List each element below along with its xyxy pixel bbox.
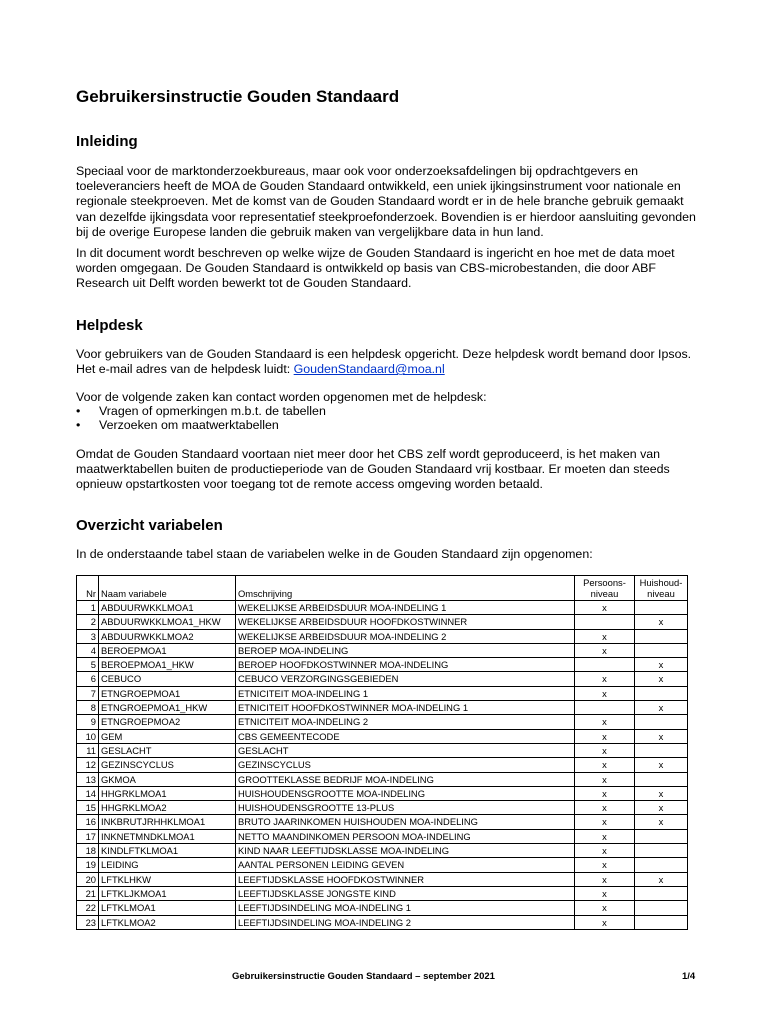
cell-nr: 4 [77,643,99,657]
cell-nr: 1 [77,601,99,615]
cell-huishoudniveau: x [635,701,688,715]
footer-page-number: 1/4 [682,971,696,982]
table-row [77,758,688,772]
cell-persoonsniveau: x [575,786,635,800]
cell-persoonsniveau: x [575,643,635,657]
cell-naam-variabele: KINDLFTKLMOA1 [99,844,236,858]
helpdesk-paragraph-1-text: Voor gebruikers van de Gouden Standaard is een helpdesk opgericht. Deze helpdesk wordt bemand door Ipsos. Het e-mail adres van de helpdesk luidt: [76,347,692,377]
cell-huishoudniveau [635,858,688,872]
cell-omschrijving: HUISHOUDENSGROOTTE 13-PLUS [236,801,575,815]
header-persoons-line2: niveau [590,588,619,599]
cell-nr: 7 [77,686,99,700]
cell-omschrijving: WEKELIJKSE ARBEIDSDUUR MOA-INDELING 1 [236,601,575,615]
cell-naam-variabele: GEM [99,729,236,743]
cell-nr: 11 [77,743,99,757]
cell-nr: 17 [77,829,99,843]
cell-persoonsniveau: x [575,858,635,872]
cell-nr: 8 [77,701,99,715]
cell-huishoudniveau: x [635,672,688,686]
helpdesk-email-link[interactable]: GoudenStandaard@moa.nl [293,362,445,377]
header-nr: Nr [77,576,99,601]
cell-omschrijving: GEZINSCYCLUS [236,758,575,772]
header-huishoud-line1: Huishoud- [639,577,683,588]
table-row [77,858,688,872]
cell-omschrijving: CBS GEMEENTECODE [236,729,575,743]
cell-nr: 5 [77,658,99,672]
cell-nr: 3 [77,629,99,643]
cell-huishoudniveau: x [635,729,688,743]
cell-huishoudniveau [635,901,688,915]
cell-persoonsniveau: x [575,686,635,700]
table-row [77,886,688,900]
cell-nr: 9 [77,715,99,729]
helpdesk-paragraph-2: Voor de volgende zaken kan contact worden opgenomen met de helpdesk: [76,390,487,404]
table-row [77,772,688,786]
cell-omschrijving: GESLACHT [236,743,575,757]
cell-nr: 12 [77,758,99,772]
cell-huishoudniveau [635,915,688,929]
cell-naam-variabele: LFTKLHKW [99,872,236,886]
cell-omschrijving: WEKELIJKSE ARBEIDSDUUR MOA-INDELING 2 [236,629,575,643]
cell-naam-variabele: ABDUURWKKLMOA1_HKW [99,615,236,629]
cell-nr: 20 [77,872,99,886]
header-naam-variabele: Naam variabele [99,576,236,601]
cell-nr: 15 [77,801,99,815]
cell-persoonsniveau [575,658,635,672]
cell-naam-variabele: GEZINSCYCLUS [99,758,236,772]
table-row [77,786,688,800]
table-row [77,801,688,815]
cell-persoonsniveau: x [575,872,635,886]
table-row [77,901,688,915]
cell-nr: 21 [77,886,99,900]
table-row [77,815,688,829]
table-row [77,643,688,657]
table-row [77,915,688,929]
table-row [77,686,688,700]
cell-huishoudniveau: x [635,758,688,772]
cell-omschrijving: ETNICITEIT HOOFDKOSTWINNER MOA-INDELING 1 [236,701,575,715]
table-row [77,672,688,686]
cell-naam-variabele: INKNETMNDKLMOA1 [99,829,236,843]
cell-persoonsniveau: x [575,629,635,643]
cell-huishoudniveau [635,686,688,700]
cell-naam-variabele: GESLACHT [99,743,236,757]
header-persoons-line1: Persoons- [583,577,626,588]
cell-huishoudniveau [635,772,688,786]
cell-huishoudniveau [635,629,688,643]
cell-persoonsniveau: x [575,758,635,772]
inleiding-paragraph-2: In dit document wordt beschreven op welke wijze de Gouden Standaard is ingericht en hoe met de data moet worden omgegaan. De Gouden Standaard is ontwikkeld op basis van CBS-microbestanden, die door ABF Research uit Delft worden bewerkt tot de Gouden Standaard. [76,246,675,291]
cell-persoonsniveau: x [575,801,635,815]
table-row [77,601,688,615]
bullet-item: • Vragen of opmerkingen m.b.t. de tabellen [76,404,326,418]
cell-nr: 2 [77,615,99,629]
cell-omschrijving: ETNICITEIT MOA-INDELING 1 [236,686,575,700]
cell-huishoudniveau: x [635,815,688,829]
cell-naam-variabele: INKBRUTJRHHKLMOA1 [99,815,236,829]
helpdesk-paragraph-3: Omdat de Gouden Standaard voortaan niet meer door het CBS zelf wordt geproduceerd, is het maken van maatwerktabellen buiten de productieperiode van de Gouden Standaard vrij kostbaar. Er moeten dan steeds opnieuw opstartkosten voor toegang tot de remote access omgeving worden betaald. [76,447,670,492]
cell-naam-variabele: HHGRKLMOA2 [99,801,236,815]
table-row [77,729,688,743]
cell-persoonsniveau: x [575,844,635,858]
cell-huishoudniveau [635,829,688,843]
section-heading-helpdesk: Helpdesk [76,317,143,334]
table-row [77,829,688,843]
cell-persoonsniveau: x [575,772,635,786]
table-row [77,701,688,715]
variables-table [76,575,688,930]
cell-naam-variabele: ABDUURWKKLMOA2 [99,629,236,643]
table-row [77,872,688,886]
header-persoonsniveau [575,576,635,601]
table-row [77,615,688,629]
cell-nr: 6 [77,672,99,686]
cell-huishoudniveau: x [635,872,688,886]
table-row [77,743,688,757]
cell-nr: 13 [77,772,99,786]
cell-naam-variabele: LFTKLMOA2 [99,915,236,929]
helpdesk-bullet-list [76,404,326,432]
cell-omschrijving: LEEFTIJDSINDELING MOA-INDELING 1 [236,901,575,915]
cell-naam-variabele: LFTKLMOA1 [99,901,236,915]
cell-omschrijving: LEEFTIJDSKLASSE HOOFDKOSTWINNER [236,872,575,886]
cell-omschrijving: AANTAL PERSONEN LEIDING GEVEN [236,858,575,872]
header-huishoud-line2: niveau [647,588,675,599]
cell-huishoudniveau [635,715,688,729]
table-row [77,629,688,643]
section-heading-overzicht: Overzicht variabelen [76,517,223,534]
cell-huishoudniveau: x [635,786,688,800]
cell-omschrijving: KIND NAAR LEEFTIJDSKLASSE MOA-INDELING [236,844,575,858]
overzicht-intro: In de onderstaande tabel staan de variabelen welke in de Gouden Standaard zijn opgenomen: [76,547,593,561]
header-huishoudniveau [635,576,688,601]
cell-persoonsniveau: x [575,601,635,615]
cell-omschrijving: CEBUCO VERZORGINGSGEBIEDEN [236,672,575,686]
header-omschrijving: Omschrijving [236,576,575,601]
cell-naam-variabele: ABDUURWKKLMOA1 [99,601,236,615]
section-heading-inleiding: Inleiding [76,133,138,150]
table-header-row [77,576,688,601]
cell-omschrijving: ETNICITEIT MOA-INDELING 2 [236,715,575,729]
cell-omschrijving: LEEFTIJDSKLASSE JONGSTE KIND [236,886,575,900]
cell-nr: 16 [77,815,99,829]
cell-huishoudniveau [635,886,688,900]
cell-persoonsniveau: x [575,829,635,843]
cell-omschrijving: WEKELIJKSE ARBEIDSDUUR HOOFDKOSTWINNER [236,615,575,629]
cell-huishoudniveau [635,743,688,757]
cell-nr: 22 [77,901,99,915]
cell-naam-variabele: BEROEPMOA1_HKW [99,658,236,672]
cell-persoonsniveau: x [575,901,635,915]
cell-naam-variabele: ETNGROEPMOA1_HKW [99,701,236,715]
cell-nr: 18 [77,844,99,858]
cell-persoonsniveau: x [575,715,635,729]
cell-omschrijving: BEROEP MOA-INDELING [236,643,575,657]
cell-huishoudniveau: x [635,801,688,815]
footer-text: Gebruikersinstructie Gouden Standaard – september 2021 [232,971,495,982]
cell-omschrijving: LEEFTIJDSINDELING MOA-INDELING 2 [236,915,575,929]
cell-nr: 14 [77,786,99,800]
cell-persoonsniveau: x [575,886,635,900]
bullet-item: • Verzoeken om maatwerktabellen [76,418,326,432]
table-row [77,658,688,672]
cell-naam-variabele: ETNGROEPMOA2 [99,715,236,729]
inleiding-paragraph-1: Speciaal voor de marktonderzoekbureaus, maar ook voor onderzoeksafdelingen bij opdrachtgevers en toeleveranciers heeft de MOA de Gouden Standaard ontwikkeld, een uniek ijkingsinstrument voor nationale en regionale steekproeven. Met de komst van de Gouden Standaard wordt er in de hele branche gebruik gemaakt van dezelfde ijkingsdata voor representatief steekproefonderzoek. Bovendien is er hierdoor aansluiting gevonden bij de overige Europese landen die gebruik maken van vergelijkbare data in hun land. [76,164,696,239]
cell-naam-variabele: ETNGROEPMOA1 [99,686,236,700]
cell-nr: 10 [77,729,99,743]
table-row [77,844,688,858]
cell-persoonsniveau [575,615,635,629]
table-row [77,715,688,729]
cell-persoonsniveau: x [575,729,635,743]
cell-huishoudniveau: x [635,658,688,672]
cell-nr: 19 [77,858,99,872]
cell-naam-variabele: LFTKLJKMOA1 [99,886,236,900]
cell-naam-variabele: GKMOA [99,772,236,786]
cell-omschrijving: BEROEP HOOFDKOSTWINNER MOA-INDELING [236,658,575,672]
cell-persoonsniveau: x [575,672,635,686]
cell-persoonsniveau: x [575,743,635,757]
cell-huishoudniveau [635,601,688,615]
cell-persoonsniveau [575,701,635,715]
cell-persoonsniveau: x [575,915,635,929]
document-title: Gebruikersinstructie Gouden Standaard [76,87,400,106]
cell-huishoudniveau [635,643,688,657]
cell-persoonsniveau: x [575,815,635,829]
cell-omschrijving: NETTO MAANDINKOMEN PERSOON MOA-INDELING [236,829,575,843]
cell-omschrijving: HUISHOUDENSGROOTTE MOA-INDELING [236,786,575,800]
cell-omschrijving: GROOTTEKLASSE BEDRIJF MOA-INDELING [236,772,575,786]
helpdesk-paragraph-1 [76,347,696,377]
cell-huishoudniveau: x [635,615,688,629]
cell-naam-variabele: LEIDING [99,858,236,872]
cell-nr: 23 [77,915,99,929]
cell-huishoudniveau [635,844,688,858]
cell-naam-variabele: BEROEPMOA1 [99,643,236,657]
cell-naam-variabele: HHGRKLMOA1 [99,786,236,800]
cell-omschrijving: BRUTO JAARINKOMEN HUISHOUDEN MOA-INDELING [236,815,575,829]
cell-naam-variabele: CEBUCO [99,672,236,686]
